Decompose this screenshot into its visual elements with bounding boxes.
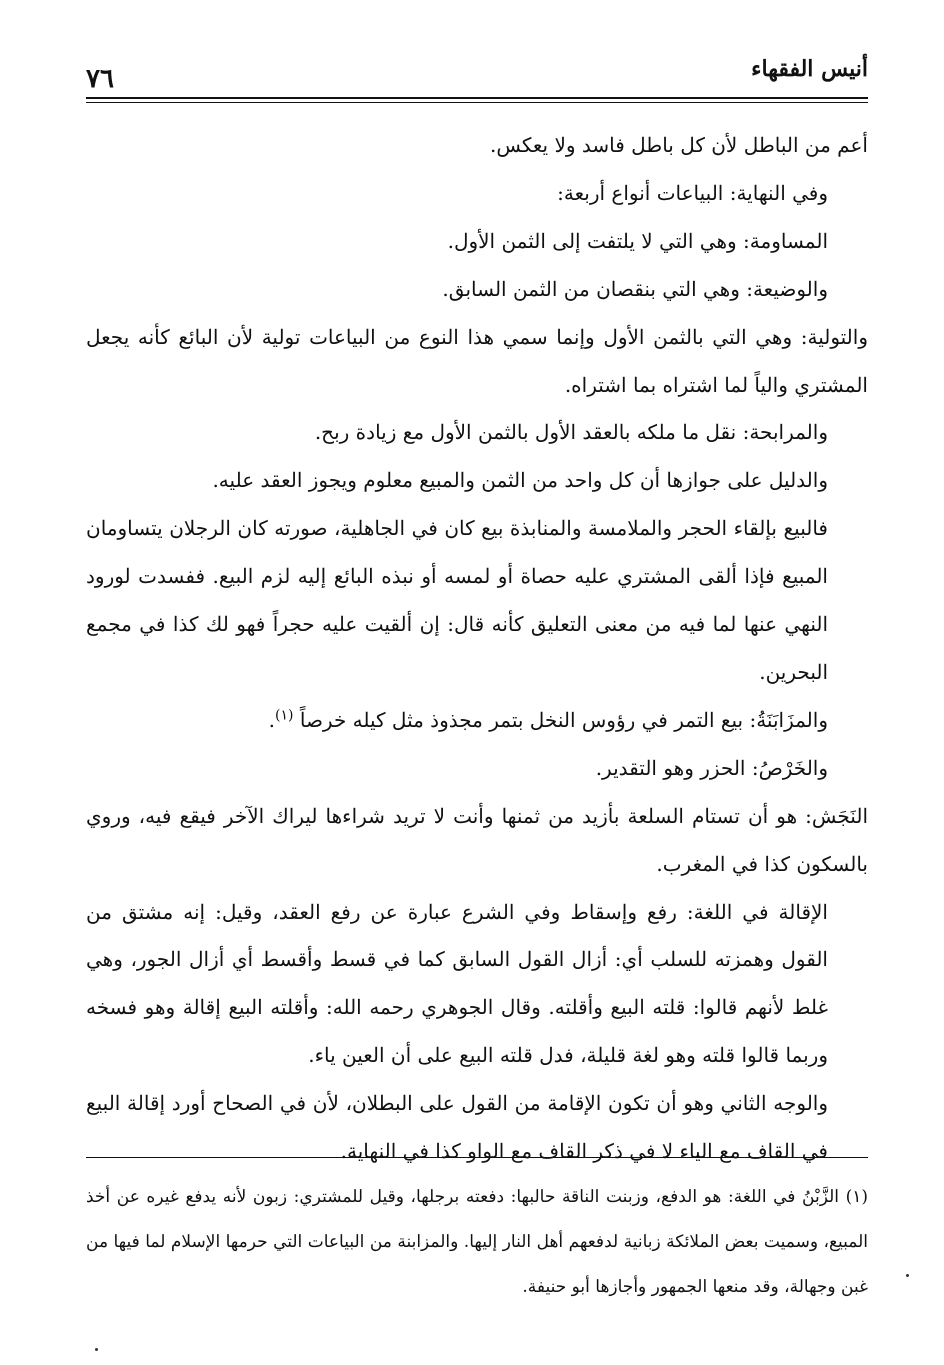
footnote-reference: (١) (275, 707, 294, 724)
header-rule (86, 97, 868, 99)
footnote: (١) الزَّبْنُ في اللغة: هو الدفع، وزبنت الناقة حالبها: دفعته برجلها، وقيل للمشتري: زبون لأنه يدفع غيره عن أخذ المبيع، وسميت بعض الملائكة زبانية لدفعهم أهل النار إليها. والمزابنة من البياعات التي حرمها الإسلام لما فيها من غبن وجهالة، وقد منعها الجمهور وأجازها أبو حنيفة. (86, 1187, 868, 1297)
paragraph: والوجه الثاني وهو أن تكون الإقامة من القول على البطلان، لأن في الصحاح أورد إقالة البيع في القاف مع الياء لا في ذكر القاف مع الواو كذا في النهاية. (86, 1091, 828, 1164)
paragraph-end: . (268, 707, 276, 732)
page-header (86, 52, 868, 98)
paragraph: فالبيع بإلقاء الحجر والملامسة والمنابذة بيع كان في الجاهلية، صورته كان الرجلان يتساومان المبيع فإذا ألقى المشتري عليه حصاة أو لمسه أو نبذه البائع إليه لزم البيع. ففسدت لورود النهي عنها لما فيه من معنى التعليق كأنه قال: إن ألقيت عليه حجراً فهو لك كذا في مجمع البحرين. (86, 516, 829, 684)
footnote-rule (86, 1157, 868, 1158)
paragraph: والتولية: وهي التي بالثمن الأول وإنما سمي هذا النوع من البياعات تولية لأن البائع كأنه يجعل المشتري والياً لما اشتراه بما اشتراه. (86, 324, 868, 397)
paragraph: والخَرْصُ: الحزر وهو التقدير. (595, 755, 828, 780)
paragraph: أعم من الباطل لأن كل باطل فاسد ولا يعكس. (489, 133, 868, 157)
page-number: ٧٦ (86, 64, 114, 94)
paragraph: والوضيعة: وهي التي بنقصان من الثمن السابق. (442, 276, 828, 301)
paragraph: المساومة: وهي التي لا يلتفت إلى الثمن الأول. (447, 228, 828, 253)
header-rule-thin (86, 102, 868, 103)
footnotes (86, 1175, 868, 1310)
scan-speck (95, 1348, 98, 1351)
paragraph: وفي النهاية: البياعات أنواع أربعة: (557, 180, 828, 205)
paragraph-text: والمزَابَنَةُ: بيع التمر في رؤوس النخل بتمر مجذوذ مثل كيله خرصاً (299, 707, 828, 732)
paragraph (86, 697, 868, 745)
paragraph: الإقالة في اللغة: رفع وإسقاط وفي الشرع عبارة عن رفع العقد، وقيل: إنه مشتق من القول وهمزته للسلب أي: أزال القول السابق كما في قسط وأقسط أي أزال الجور، وهي غلط لأنهم قالوا: قلته البيع وأقلته. وقال الجوهري رحمه الله: وأقلته البيع إقالة وهو فسخه وربما قالوا قلته وهو لغة قليلة، فدل قلته البيع على أن العين ياء. (86, 899, 828, 1068)
paragraph: النَجَش: هو أن تستام السلعة بأزيد من ثمنها وأنت لا تريد شراءها ليراك الآخر فيقع فيه، وروي بالسكون كذا في المغرب. (86, 803, 868, 876)
paragraph: والمرابحة: نقل ما ملكه بالعقد الأول بالثمن الأول مع زيادة ربح. (314, 420, 828, 445)
running-title: أنيس الفقهاء (751, 56, 868, 82)
paragraph: والدليل على جوازها أن كل واحد من الثمن والمبيع معلوم ويجوز العقد عليه. (212, 468, 828, 493)
main-text (86, 122, 868, 1176)
scan-speck (906, 1274, 909, 1277)
